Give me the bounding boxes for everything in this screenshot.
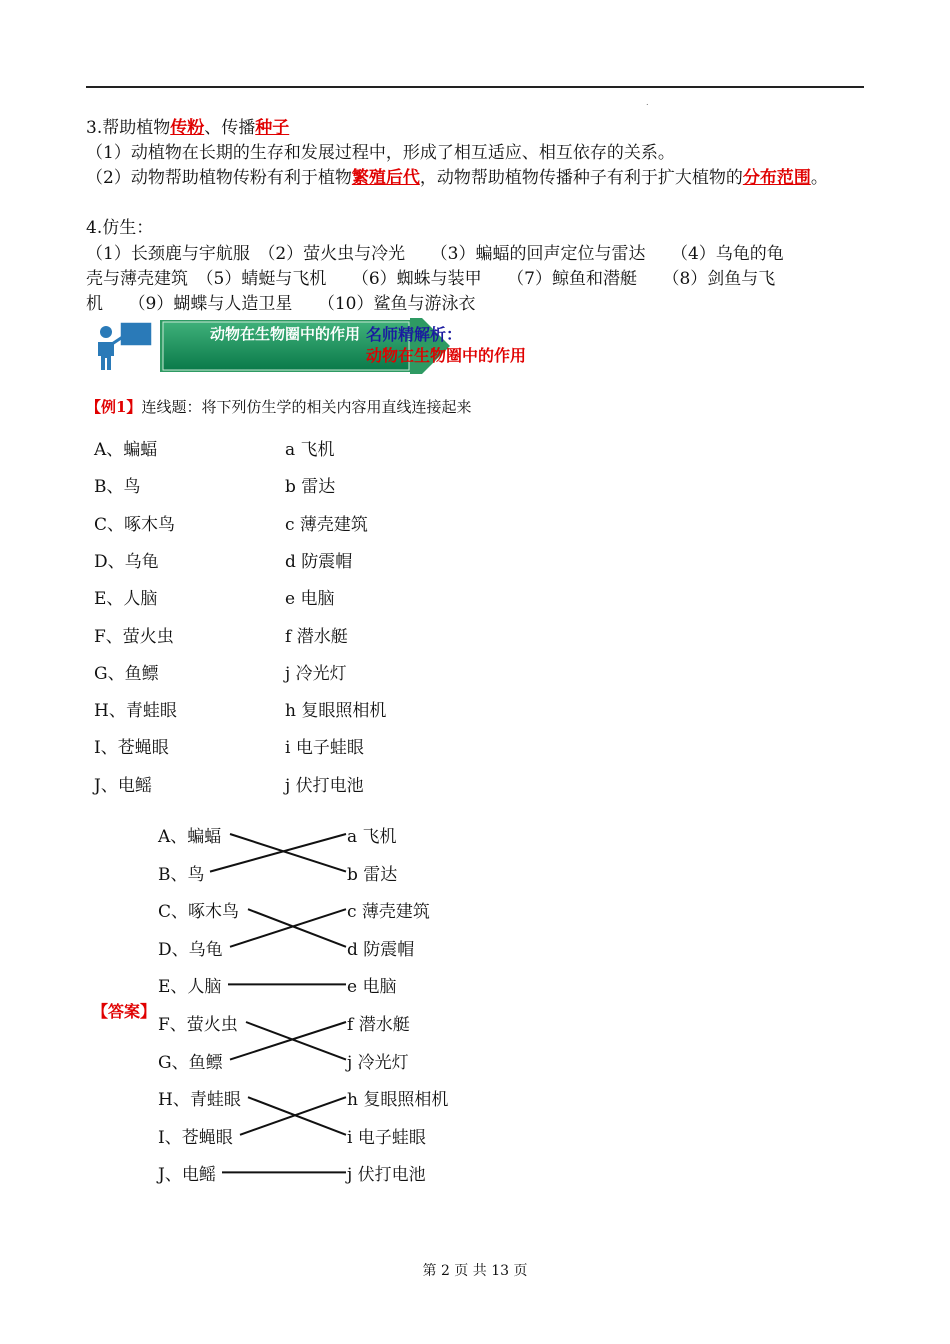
answer-left-item: A、蝙蝠: [158, 827, 222, 847]
answer-right-item: h 复眼照相机: [347, 1090, 449, 1111]
answer-right-item: b 雷达: [347, 864, 398, 885]
question-left-item: J、电鳐: [94, 775, 152, 796]
answer-right-item: d 防震帽: [347, 939, 415, 960]
answer-right-item: f 潜水艇: [347, 1015, 410, 1035]
answer-right-item: c 薄壳建筑: [347, 902, 430, 923]
question-left-item: C、啄木鸟: [94, 514, 176, 535]
question-left-item: I、苍蝇眼: [94, 738, 169, 759]
header-dot: .: [646, 98, 649, 107]
answer-right-item: e 电脑: [347, 977, 397, 998]
banner-subtitle: 动物在生物圈中的作用: [366, 346, 527, 365]
question-right-item: b 雷达: [285, 477, 336, 498]
answer-right-item: j 伏打电池: [347, 1165, 426, 1186]
question-left-item: E、人脑: [94, 589, 158, 610]
question-right-item: i 电子蛙眼: [285, 738, 364, 759]
answer-right-item: j 冷光灯: [347, 1052, 409, 1073]
answer-left-item: G、鱼鳔: [158, 1052, 223, 1073]
question-right-item: j 伏打电池: [285, 775, 364, 796]
answer-left-item: C、啄木鸟: [158, 902, 240, 923]
banner-box-text: 动物在生物圈中的作用: [209, 325, 360, 343]
section3-line2: （2）动物帮助植物传粉有利于植物繁殖后代，动物帮助植物传播种子有利于扩大植物的分布范围。: [86, 168, 828, 188]
question-right-item: f 潜水艇: [285, 626, 348, 647]
answer-right-item: i 电子蛙眼: [347, 1127, 426, 1148]
section4-line2: 壳与薄壳建筑 （5）蜻蜓与飞机 （6）蜘蛛与装甲 （7）鲸鱼和潜艇 （8）剑鱼与飞: [86, 269, 776, 289]
answer-left-item: I、苍蝇眼: [158, 1127, 233, 1148]
question-right-item: e 电脑: [285, 589, 335, 610]
page-footer: 第 2 页 共 13 页: [422, 1263, 528, 1279]
answer-left-item: J、电鳐: [158, 1165, 216, 1186]
question-left-item: H、青蛙眼: [94, 701, 177, 722]
answer-left-item: H、青蛙眼: [158, 1090, 241, 1111]
answer-left-item: F、萤火虫: [158, 1015, 238, 1035]
answer-tag: 【答案】: [92, 1002, 157, 1021]
question-left-item: A、蝙蝠: [94, 440, 158, 460]
section4-line3: 机 （9）蝴蝶与人造卫星 （10）鲨鱼与游泳衣: [86, 294, 476, 314]
answer-right-item: a 飞机: [347, 827, 397, 847]
banner-title: 名师精解析：: [366, 325, 463, 344]
question-left-item: D、乌龟: [94, 551, 159, 572]
question-right-item: h 复眼照相机: [285, 701, 387, 722]
section3-line1: （1）动植物在长期的生存和发展过程中，形成了相互适应、相互依存的关系。: [86, 143, 675, 163]
section4-line1: （1）长颈鹿与宇航服 （2）萤火虫与冷光 （3）蝙蝠的回声定位与雷达 （4）乌龟的龟: [86, 244, 784, 264]
answer-left-item: B、鸟: [158, 864, 205, 885]
answer-left-item: E、人脑: [158, 977, 222, 998]
question-right-item: j 冷光灯: [285, 663, 347, 684]
example-tag: 【例1】: [86, 398, 142, 416]
example-text: 连线题：将下列仿生学的相关内容用直线连接起来: [141, 398, 472, 416]
question-left-item: B、鸟: [94, 477, 141, 498]
answer-left-item: D、乌龟: [158, 939, 223, 960]
question-right-item: c 薄壳建筑: [285, 514, 368, 535]
question-left-item: G、鱼鳔: [94, 663, 159, 684]
question-right-item: a 飞机: [285, 440, 335, 460]
section3-heading: 3.帮助植物传粉、传播种子: [86, 118, 290, 138]
section4-title: 4.仿生：: [86, 218, 154, 238]
question-right-item: d 防震帽: [285, 551, 353, 572]
question-left-item: F、萤火虫: [94, 626, 174, 647]
